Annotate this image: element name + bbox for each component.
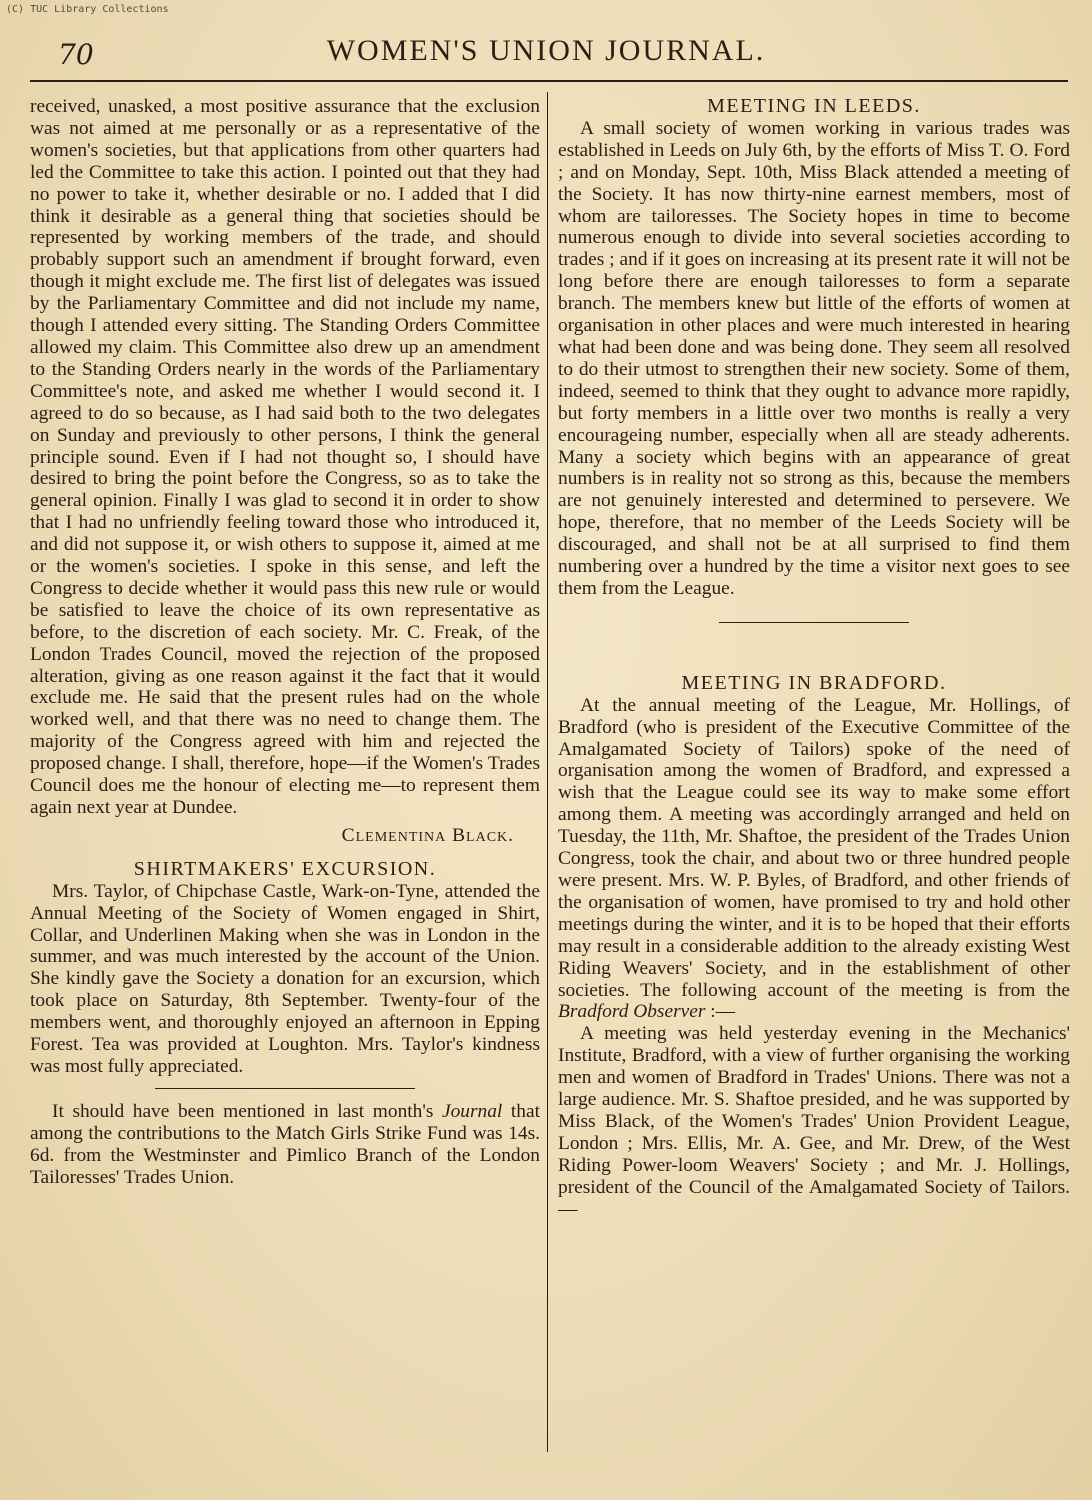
section-rule <box>719 622 909 623</box>
letter-continuation: received, unasked, a most positive assurance that the exclusion was not aimed at me personally or as a representative of the women's societies, but that applications from other quarters had led the Committee to take this action. I pointed out that they had no power to take it, whether desirable or no. I added that I did think it desirable as a general thing that societies should be represented by working members of the trade, and should probably support such an amendment if brought forward, even though it might exclude me. The first list of delegates was issued by the Parliamentary Committee and did not include my name, though I attended every sitting. The Standing Orders Committee allowed my claim. This Committee also drew up an amendment to the Standing Orders nearly in the words of the Parliamentary Committee's note, and asked me whether I would second it. I agreed to do so because, as I had said both to the two delegates on Sunday and previously to other persons, I think the general principle sound. Even if I had not thought so, I should have desired to bring the point before the Congress, so as to take the general opinion. Finally I was glad to second it in order to show that I had no unfriendly feeling toward those who introduced it, and did not suppose it, or wish others to suppose it, aimed at me or the women's societies. I spoke in this sense, and left the Congress to decide whether it would pass this new rule or would be satisfied to leave the choice of its own representative as before, to the discretion of each society. Mr. C. Freak, of the London Trades Council, moved the rejection of the proposed alteration, giving as one reason against it the fact that it would exclude me. He said that the present rules had on the whole worked well, and that there was no need to change them. The majority of the Congress agreed with him and rejected the proposed change. I shall, therefore, hope—if the Women's Trades Council does me the honour of electing me—to represent them again next year at Dundee. <box>30 96 540 818</box>
journal-title: WOMEN'S UNION JOURNAL. <box>326 34 766 67</box>
journal-italic: Journal <box>441 1100 503 1122</box>
signature: Clementina Black. <box>341 824 514 846</box>
right-column <box>558 96 1070 1221</box>
observer-italic: Bradford Observer <box>558 1001 706 1023</box>
heading-leeds: MEETING IN LEEDS. <box>707 95 921 117</box>
credit-watermark: (C) TUC Library Collections <box>6 4 169 15</box>
header-rule <box>30 80 1068 82</box>
erratum-paragraph: It should have been mentioned in last month's Journal that among the contributions to the Match Girls Strike Fund was 14s. 6d. from the Westminster and Pimlico Branch of the London Tailoresses' Trades Union. <box>30 1100 540 1188</box>
bradford-paragraph: At the annual meeting of the League, Mr. Hollings, of Bradford (who is president of the Executive Committee of the Amalgamated Society of Tailors) spoke of the need of organisation among the women of Bradford, and expressed a wish that the League could see its way to make some effort among them. A meeting was accordingly arranged and held on Tuesday, the 11th, Mr. Shaftoe, the president of the Trades Union Congress, took the chair, and about two or three hundred people were present. Mrs. W. P. Byles, of Bradford, and other friends of the organisation of women, have promised to try and hold other meetings during the winter, and it is to be hoped that their efforts may result in a considerable addition to the already existing West Riding Weavers' Society, and in the establishment of other societies. The following account of the meeting is from the Bradford Observer :— <box>558 694 1070 1023</box>
leeds-paragraph: A small society of women working in various trades was established in Leeds on July 6th, by the efforts of Miss T. O. Ford ; and on Monday, Sept. 10th, Miss Black attended a meeting of the Society. It has now thirty-nine earnest members, most of whom are tailoresses. The Society hopes in time to become numerous enough to divide into several societies according to trades ; and if it goes on increasing at its present rate it will not be long before there are enough tailoresses to form a separate branch. The members knew but little of the efforts of women at organisation in other places and were much interested in hearing what had been done and was being done. They seem all resolved to do their utmost to strengthen their new society. Some of them, indeed, seemed to think that they ought to advance more rapidly, but forty members in a little over two months is really a very encourageing number, especially when all are steady adherents. Many a society which begins with an appearance of great numbers is in reality not so strong as this, because the members are not genuinely interested and determined to persevere. We hope, therefore, that no member of the Leeds Society will be discouraged, and shall not be at all surprised to find them numbering over a hundred by the time a visitor next goes to see them from the League. <box>558 117 1070 599</box>
heading-shirtmakers: SHIRTMAKERS' EXCURSION. <box>133 857 437 880</box>
shirtmakers-paragraph: Mrs. Taylor, of Chipchase Castle, Wark-on-Tyne, attended the Annual Meeting of the Society of Women engaged in Shirt, Collar, and Underlinen Making when she was in London in the summer, and was much interested by the account of the Union. She kindly gave the Society a donation for an excursion, which took place on Saturday, 8th September. Twenty-four of the members went, and thoroughly enjoyed an afternoon in Epping Forest. Tea was provided at Loughton. Mrs. Taylor's kindness was most fully appreciated. <box>30 880 540 1077</box>
heading-bradford: MEETING IN BRADFORD. <box>681 671 947 694</box>
section-rule <box>155 1088 415 1089</box>
bradford-report-paragraph: A meeting was held yesterday evening in the Mechanics' Institute, Bradford, with a view of further organising the working men and women of Bradford in Trades' Unions. There was not a large audience. Mr. S. Shaftoe presided, and he was supported by Miss Black, of the Women's Trades' Union Provident League, London ; Mrs. Ellis, Mr. A. Gee, and Mr. Drew, of the West Riding Power-loom Weavers' Society ; and Mr. J. Hollings, president of the Council of the Amalgamated Society of Tailors.— <box>558 1023 1070 1220</box>
column-divider <box>547 92 548 1452</box>
left-column <box>30 96 540 1189</box>
page-number: 70 <box>58 38 94 71</box>
